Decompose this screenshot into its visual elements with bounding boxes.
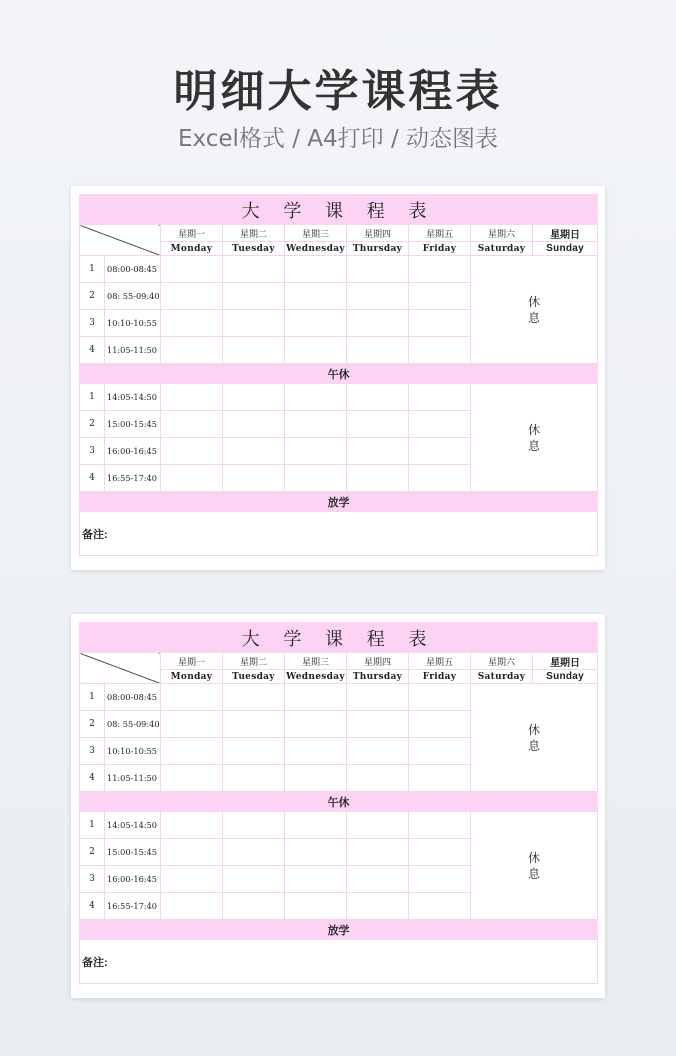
day-cn-friday: 星期五 (409, 653, 471, 670)
notes-label: 备注: (82, 528, 108, 541)
period-time: 10:10-10:55 (105, 738, 161, 765)
period-time: 16:00-16:45 (105, 438, 161, 465)
class-cell[interactable] (347, 283, 409, 310)
page-header (0, 62, 676, 154)
class-cell[interactable] (409, 765, 471, 792)
day-en-thursday: Thursday (347, 670, 409, 684)
period-number: 1 (80, 812, 105, 839)
class-cell[interactable] (161, 711, 223, 738)
day-en-saturday: Saturday (471, 242, 533, 256)
class-cell[interactable] (347, 384, 409, 411)
day-en-tuesday: Tuesday (223, 242, 285, 256)
class-cell[interactable] (347, 465, 409, 492)
page-title: 明细大学课程表 (173, 66, 503, 117)
day-cn-saturday: 星期六 (471, 225, 533, 242)
lunch-break-band: 午休 (80, 792, 598, 812)
period-number: 3 (80, 866, 105, 893)
day-en-friday: Friday (409, 242, 471, 256)
day-en-wednesday: Wednesday (286, 671, 345, 682)
period-time: 16:00-16:45 (105, 866, 161, 893)
page-subtitle: Excel格式 / A4打印 / 动态图表 (177, 126, 499, 152)
period-time: 11:05-11:50 (105, 337, 161, 364)
day-cn-friday: 星期五 (409, 225, 471, 242)
class-cell[interactable] (285, 465, 347, 492)
class-cell[interactable] (347, 893, 409, 920)
class-cell[interactable] (347, 411, 409, 438)
corner-diagonal-cell (80, 653, 161, 684)
lunch-break-band: 午休 (80, 364, 598, 384)
class-cell[interactable] (161, 310, 223, 337)
class-cell[interactable] (161, 384, 223, 411)
period-time: 15:00-15:45 (105, 411, 161, 438)
afternoon-slot-row (80, 812, 598, 839)
schedule-sheet-2 (71, 614, 605, 998)
period-number: 4 (80, 893, 105, 920)
period-time: 08: 55-09:40 (105, 711, 161, 738)
class-cell[interactable] (285, 711, 347, 738)
class-cell[interactable] (285, 866, 347, 893)
period-number: 2 (80, 411, 105, 438)
class-cell[interactable] (161, 465, 223, 492)
day-cn-sunday: 星期日 (533, 225, 598, 242)
day-en-wednesday: Wednesday (286, 243, 345, 254)
day-cn-tuesday: 星期二 (223, 225, 285, 242)
class-cell[interactable] (285, 283, 347, 310)
period-time: 16:55-17:40 (105, 893, 161, 920)
class-cell[interactable] (161, 438, 223, 465)
period-time: 08: 55-09:40 (105, 283, 161, 310)
class-cell[interactable] (223, 765, 285, 792)
class-cell[interactable] (223, 411, 285, 438)
afternoon-slot-row (80, 384, 598, 411)
class-cell[interactable] (285, 438, 347, 465)
class-cell[interactable] (409, 866, 471, 893)
class-cell[interactable] (409, 684, 471, 711)
class-cell[interactable] (161, 866, 223, 893)
class-cell[interactable] (409, 337, 471, 364)
period-time: 15:00-15:45 (105, 839, 161, 866)
day-cn-thursday: 星期四 (347, 653, 409, 670)
class-cell[interactable] (409, 812, 471, 839)
class-cell[interactable] (223, 893, 285, 920)
class-cell[interactable] (161, 765, 223, 792)
class-cell[interactable] (285, 384, 347, 411)
period-time: 16:55-17:40 (105, 465, 161, 492)
class-cell[interactable] (409, 283, 471, 310)
day-en-thursday: Thursday (347, 242, 409, 256)
class-cell[interactable] (161, 738, 223, 765)
day-en-monday: Monday (161, 670, 223, 684)
day-cn-monday: 星期一 (161, 653, 223, 670)
class-cell[interactable] (347, 738, 409, 765)
day-cn-tuesday: 星期二 (223, 653, 285, 670)
class-cell[interactable] (161, 893, 223, 920)
class-cell[interactable] (285, 310, 347, 337)
day-cn-wednesday: 星期三 (285, 653, 347, 670)
class-cell[interactable] (223, 283, 285, 310)
period-number: 1 (80, 684, 105, 711)
weekend-rest-cell: 休 息 (471, 684, 598, 792)
class-cell[interactable] (347, 866, 409, 893)
schedule-title: 大 学 课 程 表 (80, 195, 598, 225)
day-en-tuesday: Tuesday (223, 670, 285, 684)
day-cn-sunday: 星期日 (533, 653, 598, 670)
period-number: 3 (80, 738, 105, 765)
morning-slot-row (80, 684, 598, 711)
day-en-friday: Friday (409, 670, 471, 684)
class-cell[interactable] (285, 337, 347, 364)
schedule-title: 大 学 课 程 表 (80, 623, 598, 653)
class-cell[interactable] (285, 411, 347, 438)
period-time: 08:00-08:45 (105, 684, 161, 711)
weekend-rest-cell: 休 息 (471, 812, 598, 920)
day-en-saturday: Saturday (471, 670, 533, 684)
class-cell[interactable] (223, 866, 285, 893)
period-time: 14:05-14:50 (105, 384, 161, 411)
class-cell[interactable] (409, 438, 471, 465)
period-number: 3 (80, 438, 105, 465)
class-cell[interactable] (285, 765, 347, 792)
weekend-rest-cell: 休 息 (471, 256, 598, 364)
class-cell[interactable] (409, 839, 471, 866)
class-cell[interactable] (161, 411, 223, 438)
class-cell[interactable] (285, 738, 347, 765)
class-cell[interactable] (409, 256, 471, 283)
morning-slot-row (80, 256, 598, 283)
class-cell[interactable] (409, 411, 471, 438)
class-cell[interactable] (347, 839, 409, 866)
class-cell[interactable] (285, 839, 347, 866)
period-time: 11:05-11:50 (105, 765, 161, 792)
class-cell[interactable] (223, 337, 285, 364)
period-number: 2 (80, 711, 105, 738)
day-en-sunday: Sunday (533, 242, 598, 256)
class-cell[interactable] (347, 711, 409, 738)
schedule-table (79, 194, 598, 556)
day-cn-saturday: 星期六 (471, 653, 533, 670)
day-cn-wednesday: 星期三 (285, 225, 347, 242)
schedule-table (79, 622, 598, 984)
class-cell[interactable] (409, 893, 471, 920)
class-cell[interactable] (161, 283, 223, 310)
notes-cell[interactable] (80, 940, 598, 984)
dismissal-band: 放学 (80, 920, 598, 940)
day-cn-thursday: 星期四 (347, 225, 409, 242)
class-cell[interactable] (223, 310, 285, 337)
class-cell[interactable] (347, 310, 409, 337)
class-cell[interactable] (161, 684, 223, 711)
class-cell[interactable] (409, 310, 471, 337)
class-cell[interactable] (161, 812, 223, 839)
class-cell[interactable] (161, 337, 223, 364)
weekend-rest-cell: 休 息 (471, 384, 598, 492)
class-cell[interactable] (223, 684, 285, 711)
class-cell[interactable] (161, 256, 223, 283)
schedule-sheet-1 (71, 186, 605, 570)
class-cell[interactable] (409, 738, 471, 765)
class-cell[interactable] (409, 384, 471, 411)
class-cell[interactable] (285, 812, 347, 839)
period-number: 4 (80, 765, 105, 792)
dismissal-band: 放学 (80, 492, 598, 512)
class-cell[interactable] (285, 256, 347, 283)
class-cell[interactable] (223, 812, 285, 839)
class-cell[interactable] (347, 337, 409, 364)
period-time: 10:10-10:55 (105, 310, 161, 337)
day-cn-monday: 星期一 (161, 225, 223, 242)
class-cell[interactable] (347, 684, 409, 711)
day-en-monday: Monday (161, 242, 223, 256)
class-cell[interactable] (347, 812, 409, 839)
period-time: 08:00-08:45 (105, 256, 161, 283)
period-number: 2 (80, 839, 105, 866)
class-cell[interactable] (409, 465, 471, 492)
notes-cell[interactable] (80, 512, 598, 556)
class-cell[interactable] (347, 765, 409, 792)
class-cell[interactable] (161, 839, 223, 866)
period-time: 14:05-14:50 (105, 812, 161, 839)
class-cell[interactable] (223, 839, 285, 866)
period-number: 3 (80, 310, 105, 337)
notes-label: 备注: (82, 956, 108, 969)
class-cell[interactable] (223, 256, 285, 283)
class-cell[interactable] (223, 465, 285, 492)
period-number: 4 (80, 465, 105, 492)
period-number: 1 (80, 256, 105, 283)
day-en-sunday: Sunday (533, 670, 598, 684)
class-cell[interactable] (223, 438, 285, 465)
period-number: 4 (80, 337, 105, 364)
class-cell[interactable] (285, 684, 347, 711)
corner-diagonal-cell (80, 225, 161, 256)
class-cell[interactable] (223, 384, 285, 411)
class-cell[interactable] (223, 711, 285, 738)
period-number: 1 (80, 384, 105, 411)
class-cell[interactable] (409, 711, 471, 738)
class-cell[interactable] (347, 438, 409, 465)
class-cell[interactable] (347, 256, 409, 283)
period-number: 2 (80, 283, 105, 310)
class-cell[interactable] (223, 738, 285, 765)
class-cell[interactable] (285, 893, 347, 920)
